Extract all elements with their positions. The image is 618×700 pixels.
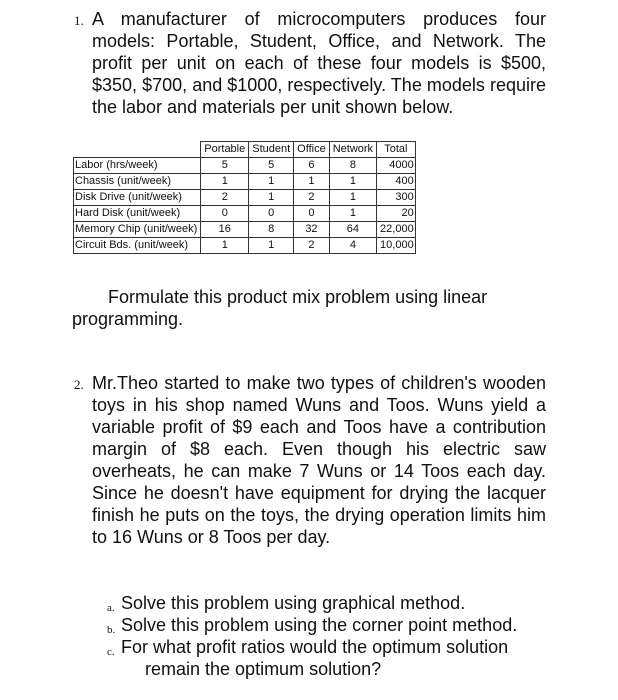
sub-letter: b. — [107, 624, 116, 636]
table-cell: 5 — [201, 158, 249, 174]
table-cell: 2 — [294, 238, 330, 254]
table-cell: 1 — [329, 206, 376, 222]
header-student: Student — [249, 142, 294, 158]
table-cell: 1 — [201, 174, 249, 190]
table-cell: 8 — [329, 158, 376, 174]
table-cell: 1 — [329, 174, 376, 190]
problem-1 — [74, 8, 546, 118]
header-network: Network — [329, 142, 376, 158]
row-label: Circuit Bds. (unit/week) — [74, 238, 201, 254]
table-cell: 1 — [294, 174, 330, 190]
problem-2 — [74, 372, 546, 548]
table-corner-cell — [74, 142, 201, 158]
table-cell: 64 — [329, 222, 376, 238]
table-cell: 1 — [329, 190, 376, 206]
sub-questions — [105, 592, 545, 680]
table-cell: 0 — [249, 206, 294, 222]
table-row — [74, 222, 416, 238]
table-cell: 8 — [249, 222, 294, 238]
sub-letter: c. — [107, 646, 115, 658]
table-cell: 1 — [249, 174, 294, 190]
table-row — [74, 158, 416, 174]
problem-1-text: A manufacturer of microcomputers produces four models: Portable, Student, Office, and Network. The profit per unit on each of these four models is $500, $350, $700, and $1000, respectively. The models require the labor and materials per unit shown below. — [92, 9, 546, 117]
row-total: 300 — [377, 190, 416, 206]
problem-2-number: 2. — [74, 377, 84, 392]
table-cell: 6 — [294, 158, 330, 174]
table-row — [74, 206, 416, 222]
row-label: Memory Chip (unit/week) — [74, 222, 201, 238]
table-row — [74, 190, 416, 206]
row-label: Labor (hrs/week) — [74, 158, 201, 174]
header-total: Total — [377, 142, 416, 158]
table-cell: 16 — [201, 222, 249, 238]
table-cell: 2 — [201, 190, 249, 206]
table-cell: 0 — [294, 206, 330, 222]
labor-materials-table — [73, 141, 416, 254]
row-total: 400 — [377, 174, 416, 190]
table-cell: 32 — [294, 222, 330, 238]
sub-text: Solve this problem using graphical method. — [121, 593, 466, 613]
row-total: 4000 — [377, 158, 416, 174]
sub-text: For what profit ratios would the optimum solution remain the optimum solution? — [121, 637, 509, 679]
row-label: Disk Drive (unit/week) — [74, 190, 201, 206]
table-cell: 2 — [294, 190, 330, 206]
sub-letter: a. — [107, 602, 115, 614]
row-total: 10,000 — [377, 238, 416, 254]
table-row — [74, 238, 416, 254]
header-office: Office — [294, 142, 330, 158]
row-total: 20 — [377, 206, 416, 222]
problem-1-number: 1. — [74, 13, 84, 28]
row-total: 22,000 — [377, 222, 416, 238]
table-header-row — [74, 142, 416, 158]
table-cell: 4 — [329, 238, 376, 254]
sub-question-b — [105, 614, 545, 636]
table-cell: 1 — [249, 190, 294, 206]
formulate-instruction: Formulate this product mix problem using linear programming. — [72, 287, 488, 329]
header-portable: Portable — [201, 142, 249, 158]
table-cell: 1 — [201, 238, 249, 254]
row-label: Chassis (unit/week) — [74, 174, 201, 190]
sub-text: Solve this problem using the corner point method. — [121, 615, 518, 635]
table-cell: 1 — [249, 238, 294, 254]
problem-2-text: Mr.Theo started to make two types of children's wooden toys in his shop named Wuns and Toos. Wuns yield a variable profit of $9 each and Toos have a contribution margin of $8 each. Even though his electric saw overheats, he can make 7 Wuns or 14 Toos each day. Since he doesn't have equipment for drying the lacquer finish he puts on the toys, the drying operation limits him to 16 Wuns or 8 Toos per day. — [92, 373, 546, 547]
table-cell: 5 — [249, 158, 294, 174]
row-label: Hard Disk (unit/week) — [74, 206, 201, 222]
sub-question-a — [105, 592, 545, 614]
sub-question-c — [105, 636, 545, 680]
table-row — [74, 174, 416, 190]
table-cell: 0 — [201, 206, 249, 222]
